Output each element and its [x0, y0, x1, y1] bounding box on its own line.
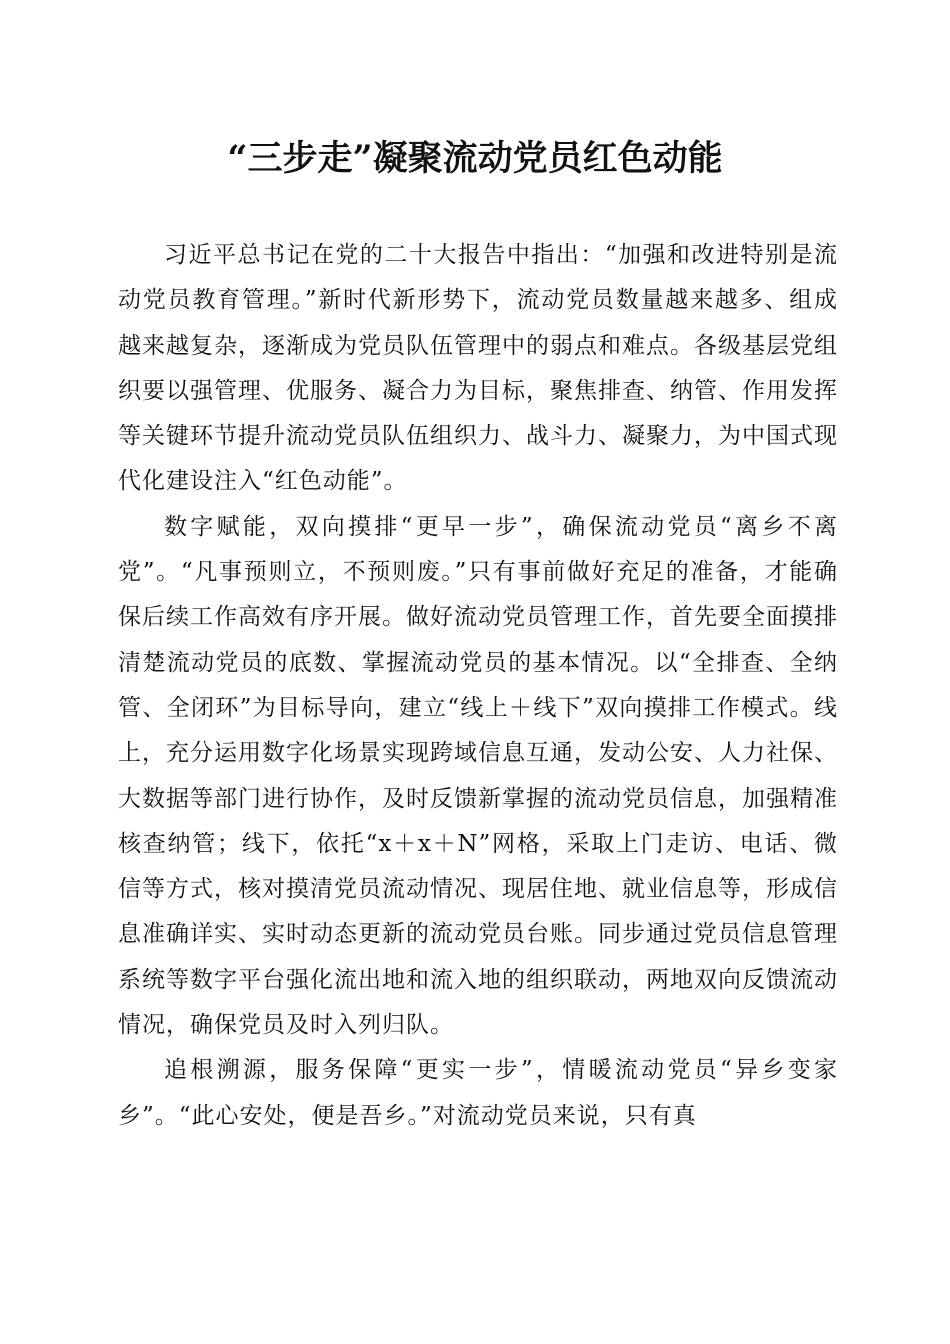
paragraph-digital-empowerment: 数字赋能，双向摸排“更早一步”，确保流动党员“离乡不离党”。“凡事预则立，不预则废。”只有事前做好充足的准备，才能确保后续工作高效有序开展。做好流动党员管理工作，首先要全面摸排清楚流动党员的底数、掌握流动党员的基本情况。以“全排查、全纳管、全闭环”为目标导向，建立“线上＋线下”双向摸排工作模式。线上，充分运用数字化场景实现跨域信息互通，发动公安、人力社保、大数据等部门进行协作，及时反馈新掌握的流动党员信息，加强精准核查纳管；线下，依托“x＋x＋N”网格，采取上门走访、电话、微信等方式，核对摸清党员流动情况、现居住地、就业信息等，形成信息准确详实、实时动态更新的流动党员台账。同步通过党员信息管理系统等数字平台强化流出地和流入地的组织联动，两地双向反馈流动情况，确保党员及时入列归队。 — [118, 513, 838, 1039]
document-body — [118, 233, 838, 1139]
document-title: “三步走”凝聚流动党员红色动能 — [227, 138, 723, 179]
paragraph-intro: 习近平总书记在党的二十大报告中指出：“加强和改进特别是流动党员教育管理。”新时代新形势下，流动党员数量越来越多、组成越来越复杂，逐渐成为党员队伍管理中的弱点和难点。各级基层党组织要以强管理、优服务、凝合力为目标，聚焦排查、纳管、作用发挥等关键环节提升流动党员队伍组织力、战斗力、凝聚力，为中国式现代化建设注入“红色动能”。 — [118, 242, 838, 495]
paragraph-service-guarantee: 追根溯源，服务保障“更实一步”，情暖流动党员“异乡变家乡”。“此心安处，便是吾乡。”对流动党员来说，只有真 — [118, 1057, 838, 1129]
